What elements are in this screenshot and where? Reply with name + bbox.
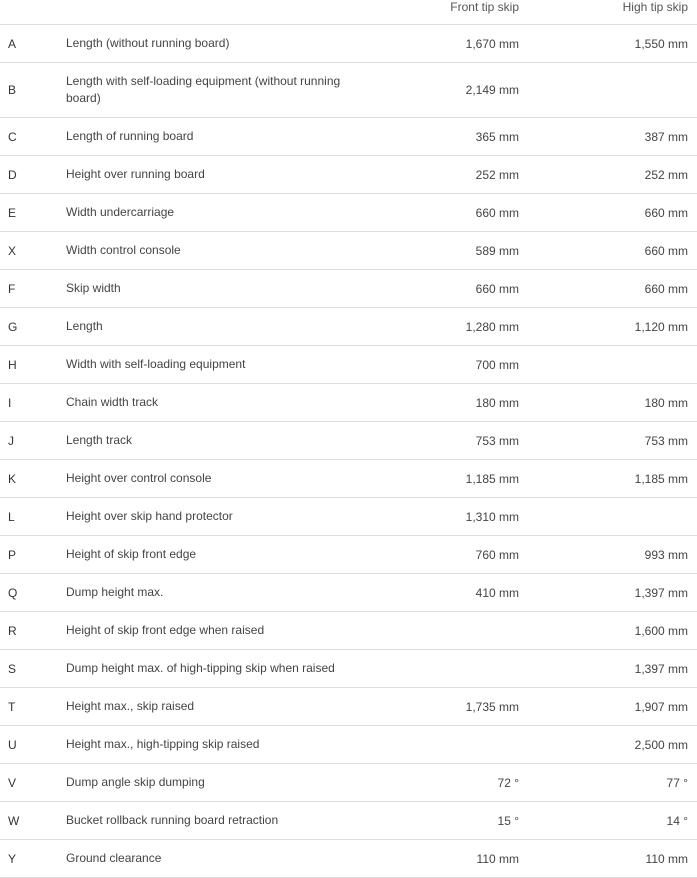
row-high-tip-value: 1,550 mm xyxy=(528,25,697,63)
row-label: Ground clearance xyxy=(58,840,358,878)
row-high-tip-value: 1,397 mm xyxy=(528,650,697,688)
row-high-tip-value: 660 mm xyxy=(528,194,697,232)
table-row xyxy=(0,270,697,308)
row-front-tip-value: 660 mm xyxy=(358,194,528,232)
table-row xyxy=(0,422,697,460)
row-code: Y xyxy=(0,840,58,878)
row-label: Length track xyxy=(58,422,358,460)
row-high-tip-value: 1,397 mm xyxy=(528,574,697,612)
table-row xyxy=(0,498,697,536)
row-front-tip-value: 700 mm xyxy=(358,346,528,384)
table-row xyxy=(0,346,697,384)
table-row xyxy=(0,840,697,878)
row-code: S xyxy=(0,650,58,688)
row-front-tip-value: 1,735 mm xyxy=(358,688,528,726)
row-code: V xyxy=(0,764,58,802)
row-front-tip-value: 110 mm xyxy=(358,840,528,878)
row-high-tip-value xyxy=(528,63,697,118)
row-label: Length with self-loading equipment (without running board) xyxy=(58,63,358,118)
table-body xyxy=(0,25,697,878)
row-label: Skip width xyxy=(58,270,358,308)
table-row xyxy=(0,308,697,346)
row-front-tip-value: 410 mm xyxy=(358,574,528,612)
row-code: Q xyxy=(0,574,58,612)
row-label: Height over control console xyxy=(58,460,358,498)
row-code: C xyxy=(0,118,58,156)
row-front-tip-value xyxy=(358,726,528,764)
row-high-tip-value: 660 mm xyxy=(528,232,697,270)
row-high-tip-value xyxy=(528,346,697,384)
row-label: Length xyxy=(58,308,358,346)
header-front-tip-skip: Front tip skip xyxy=(358,0,528,25)
row-code: D xyxy=(0,156,58,194)
row-front-tip-value: 365 mm xyxy=(358,118,528,156)
row-front-tip-value xyxy=(358,650,528,688)
table-row xyxy=(0,232,697,270)
row-label: Width control console xyxy=(58,232,358,270)
row-label: Length of running board xyxy=(58,118,358,156)
row-front-tip-value: 589 mm xyxy=(358,232,528,270)
row-high-tip-value: 252 mm xyxy=(528,156,697,194)
header-high-tip-skip: High tip skip xyxy=(528,0,697,25)
header-row xyxy=(0,0,697,25)
row-front-tip-value: 760 mm xyxy=(358,536,528,574)
row-high-tip-value: 14 ° xyxy=(528,802,697,840)
table-row xyxy=(0,764,697,802)
table-row xyxy=(0,384,697,422)
row-code: J xyxy=(0,422,58,460)
row-high-tip-value: 180 mm xyxy=(528,384,697,422)
table-row xyxy=(0,63,697,118)
row-front-tip-value: 660 mm xyxy=(358,270,528,308)
row-high-tip-value: 1,185 mm xyxy=(528,460,697,498)
row-high-tip-value: 1,907 mm xyxy=(528,688,697,726)
row-code: F xyxy=(0,270,58,308)
row-code: G xyxy=(0,308,58,346)
row-high-tip-value: 753 mm xyxy=(528,422,697,460)
row-front-tip-value: 1,185 mm xyxy=(358,460,528,498)
row-code: W xyxy=(0,802,58,840)
row-code: A xyxy=(0,25,58,63)
table-row xyxy=(0,612,697,650)
row-front-tip-value: 1,280 mm xyxy=(358,308,528,346)
row-label: Chain width track xyxy=(58,384,358,422)
row-code: P xyxy=(0,536,58,574)
table-row xyxy=(0,688,697,726)
row-high-tip-value: 1,120 mm xyxy=(528,308,697,346)
row-front-tip-value: 1,310 mm xyxy=(358,498,528,536)
row-label: Width with self-loading equipment xyxy=(58,346,358,384)
row-code: R xyxy=(0,612,58,650)
row-high-tip-value: 1,600 mm xyxy=(528,612,697,650)
row-front-tip-value: 2,149 mm xyxy=(358,63,528,118)
row-front-tip-value: 753 mm xyxy=(358,422,528,460)
table-row xyxy=(0,156,697,194)
row-label: Dump height max. xyxy=(58,574,358,612)
row-label: Height over skip hand protector xyxy=(58,498,358,536)
row-code: K xyxy=(0,460,58,498)
row-front-tip-value: 252 mm xyxy=(358,156,528,194)
row-front-tip-value: 72 ° xyxy=(358,764,528,802)
row-label: Dump angle skip dumping xyxy=(58,764,358,802)
row-front-tip-value: 180 mm xyxy=(358,384,528,422)
row-code: I xyxy=(0,384,58,422)
row-label: Height of skip front edge xyxy=(58,536,358,574)
row-high-tip-value: 110 mm xyxy=(528,840,697,878)
row-high-tip-value: 2,500 mm xyxy=(528,726,697,764)
header-code-cell xyxy=(0,0,58,25)
table-header xyxy=(0,0,697,25)
row-code: X xyxy=(0,232,58,270)
table-row xyxy=(0,194,697,232)
row-code: U xyxy=(0,726,58,764)
row-high-tip-value xyxy=(528,498,697,536)
row-label: Bucket rollback running board retraction xyxy=(58,802,358,840)
row-high-tip-value: 387 mm xyxy=(528,118,697,156)
row-high-tip-value: 660 mm xyxy=(528,270,697,308)
header-label-cell xyxy=(58,0,358,25)
table-row xyxy=(0,25,697,63)
row-label: Width undercarriage xyxy=(58,194,358,232)
row-code: B xyxy=(0,63,58,118)
row-label: Height of skip front edge when raised xyxy=(58,612,358,650)
row-front-tip-value: 15 ° xyxy=(358,802,528,840)
table-row xyxy=(0,726,697,764)
row-front-tip-value: 1,670 mm xyxy=(358,25,528,63)
row-label: Height max., skip raised xyxy=(58,688,358,726)
table-row xyxy=(0,536,697,574)
row-label: Height max., high-tipping skip raised xyxy=(58,726,358,764)
row-label: Length (without running board) xyxy=(58,25,358,63)
table-row xyxy=(0,574,697,612)
row-code: L xyxy=(0,498,58,536)
table-row xyxy=(0,118,697,156)
row-code: E xyxy=(0,194,58,232)
row-high-tip-value: 993 mm xyxy=(528,536,697,574)
row-high-tip-value: 77 ° xyxy=(528,764,697,802)
row-front-tip-value xyxy=(358,612,528,650)
row-label: Height over running board xyxy=(58,156,358,194)
row-label: Dump height max. of high-tipping skip when raised xyxy=(58,650,358,688)
table-row xyxy=(0,650,697,688)
table-row xyxy=(0,460,697,498)
row-code: T xyxy=(0,688,58,726)
table-row xyxy=(0,802,697,840)
row-code: H xyxy=(0,346,58,384)
